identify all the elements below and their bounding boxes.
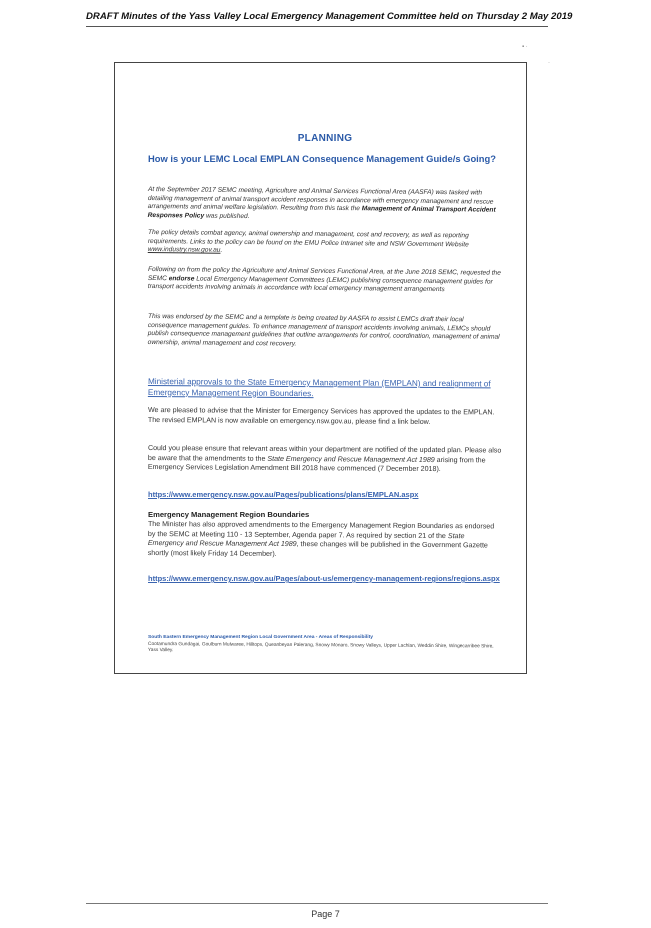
scan-mark: ▪ · (522, 44, 528, 50)
industry-link[interactable]: www.industry.nsw.gov.au (147, 246, 221, 254)
paragraph-7 (148, 520, 502, 561)
act-name-2: State Emergency and Rescue Management Act 1989 (147, 531, 465, 549)
paragraph-6-text: Could you please ensure that relevant areas within your department are notified of the updated plan. Please also be aware that the amendments to the (147, 444, 502, 463)
document-header: DRAFT Minutes of the Yass Valley Local Emergency Management Committee held on Thursday 2 May 2019 (86, 11, 573, 22)
emplan-url-link[interactable]: https://www.emergency.nsw.gov.au/Pages/publications/plans/EMPLAN.aspx (148, 490, 419, 499)
paragraph-4: This was endorsed by the SEMC and a template is being created by AASFA to assist LEMCs draft their local consequence management guides. To enhance management of transport accidents involving animals, LEMCs should publish consequence management guidelines that outline arrangements for control, coordination, management of animal ownership, animal management and cost recovery. (147, 313, 500, 348)
paragraph-3 (148, 266, 502, 295)
ministerial-approvals-heading[interactable]: Ministerial approvals to the State Emergency Management Plan (EMPLAN) and realignment of Emergency Management Region Boundaries. (147, 377, 491, 398)
header-divider (86, 26, 548, 27)
paragraph-1-text: At the September 2017 SEMC meeting, Agriculture and Animal Services Functional Area (AASFA) was tasked with detailing management of animal transport accident responses in accordance with emergency management and rescue arrangements and animal welfare legislation. Resulting from this task the (147, 186, 494, 213)
paragraph-2 (148, 229, 502, 258)
footer-heading: South Eastern Emergency Management Region Local Government Area - Areas of Responsibility (148, 635, 373, 640)
paragraph-7-text: The Minister has also approved amendments to the Emergency Management Region Boundaries as endorsed by the SEMC at Meeting 110 - 13 September, Agenda paper 7. As required by section 21 of the (147, 520, 495, 540)
paragraph-7-end: , these changes will be published in the Government Gazette shortly (most likely Friday 14 December). (147, 540, 488, 558)
page-divider (86, 903, 548, 904)
subheading: How is your LEMC Local EMPLAN Consequence Management Guide/s Going? (148, 153, 496, 164)
paragraph-1 (148, 186, 502, 224)
paragraph-2-end: . (220, 246, 223, 254)
paragraph-6 (148, 444, 502, 475)
paragraph-3-end: Local Emergency Management Committees (LEMC) publishing consequence management guides for transport accidents involving animals in accordance with local emergency management arrangements (147, 275, 493, 294)
paragraph-1-end: was published. (204, 212, 250, 220)
paragraph-5: We are pleased to advise that the Minister for Emergency Services has approved the updates to the EMPLAN. The revised EMPLAN is now available on emergency.nsw.gov.au, please find a link below. (147, 406, 495, 426)
page-number: Page 7 (311, 909, 340, 919)
paragraph-6-end: arising from the Emergency Services Legislation Amendment Bill 2018 have commenced (7 December 2018). (147, 455, 486, 474)
planning-title: PLANNING (297, 133, 353, 144)
endorse-word: endorse (168, 274, 195, 283)
scan-mark: · (548, 60, 550, 66)
region-boundaries-heading: Emergency Management Region Boundaries (148, 510, 310, 519)
paragraph-3-text: Following on from the policy the Agriculture and Animal Services Functional Area, at the June 2018 SEMC, requested the SEMC (147, 266, 501, 282)
act-name: State Emergency and Rescue Management Act 1989 (267, 454, 435, 464)
paragraph-2-text: The policy details combat agency, animal ownership and management, cost and recovery, as well as reporting requirements. Links to the policy can be found on the EMU Police Intranet site and NSW Government Website (147, 229, 469, 248)
regions-url-link[interactable]: https://www.emergency.nsw.gov.au/Pages/about-us/emergency-management-regions/regions.aspx (148, 574, 500, 583)
policy-name: Management of Animal Transport Accident Responses Policy (147, 205, 496, 220)
footer-lga-list: Cootamundra Gundagai, Goulburn Mulwaree, Hilltops, Queanbeyan Palerang, Snowy Monaro, Snowy Valleys, Upper Lachlan, Weddin Shire, Wingecarribee Shire, Yass Valley. (147, 642, 494, 654)
